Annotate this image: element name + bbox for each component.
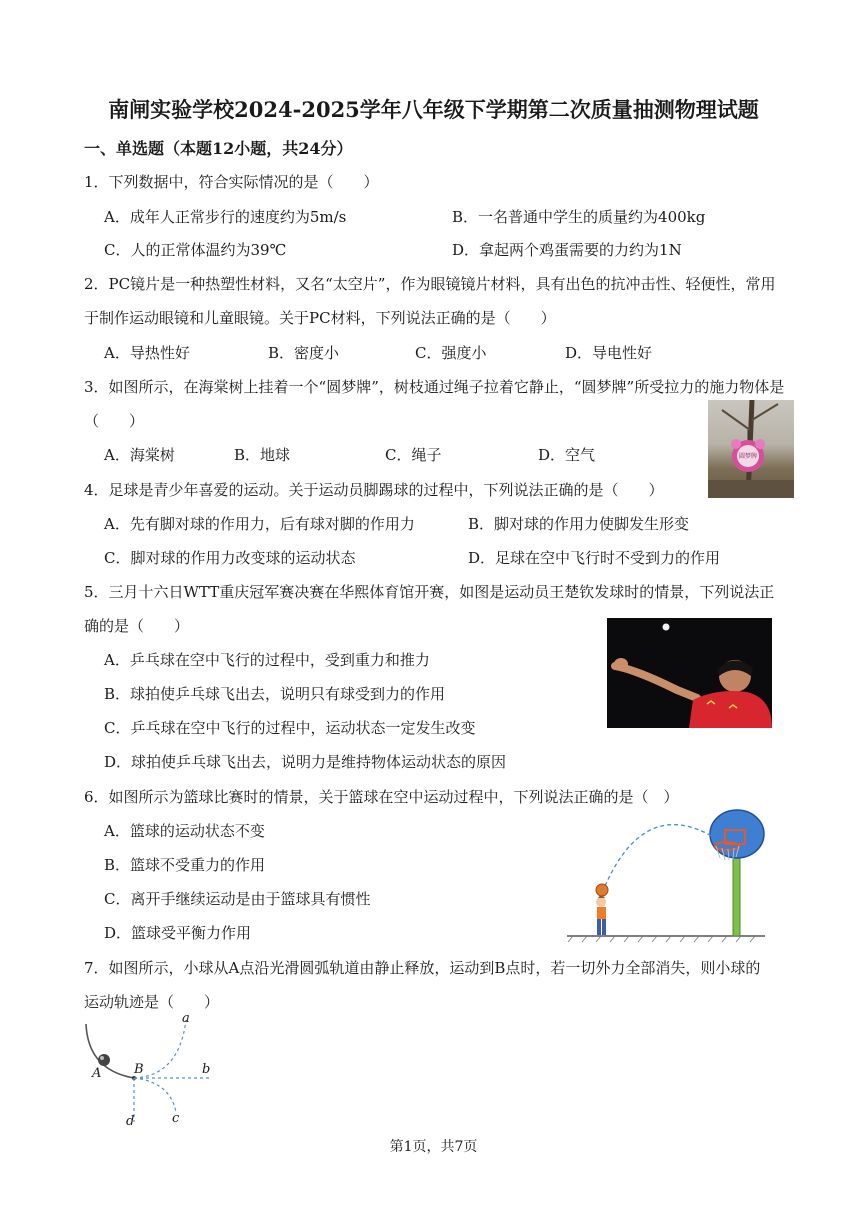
table-tennis-drawing <box>607 618 772 728</box>
q3-option-a: A．海棠树 <box>104 446 175 464</box>
q4-option-c: C．脚对球的作用力改变球的运动状态 <box>104 549 356 567</box>
q4-stem: 4．足球是青少年喜爱的运动。关于运动员脚踢球的过程中，下列说法正确的是（ ） <box>84 481 664 499</box>
q3-option-c: C．绳子 <box>385 446 442 464</box>
q4-option-a: A．先有脚对球的作用力，后有球对脚的作用力 <box>104 515 415 533</box>
q1-option-b: B．一名普通中学生的质量约为400kg <box>452 208 706 226</box>
q6-option-a: A．篮球的运动状态不变 <box>104 822 265 840</box>
label-c: c <box>172 1111 180 1126</box>
q5-stem-line2: 确的是（ ） <box>84 617 190 635</box>
q2-option-c: C．强度小 <box>415 344 487 362</box>
q6-stem: 6．如图所示为篮球比赛时的情景，关于篮球在空中运动过程中，下列说法正确的是（ ） <box>84 788 679 806</box>
q6-option-c: C．离开手继续运动是由于篮球具有惯性 <box>104 890 371 908</box>
q2-option-b: B．密度小 <box>268 344 340 362</box>
q2-stem-line2: 于制作运动眼镜和儿童眼镜。关于PC材料，下列说法正确的是（ ） <box>84 309 556 327</box>
q1-option-c: C．人的正常体温约为39℃ <box>104 241 287 259</box>
q6-option-b: B．篮球不受重力的作用 <box>104 856 266 874</box>
q3-stem-line1: 3．如图所示，在海棠树上挂着一个“圆梦牌”，树枝通过绳子拉着它静止，“圆梦牌”所受拉力的施力物体是 <box>84 378 785 396</box>
section-heading: 一、单选题（本题12小题，共24分） <box>84 139 353 158</box>
label-b: b <box>202 1062 211 1077</box>
pin-text: 圆梦牌 <box>739 453 758 460</box>
q1-option-d: D．拿起两个鸡蛋需要的力约为1N <box>452 241 682 259</box>
q2-option-d: D．导电性好 <box>565 344 653 362</box>
q6-option-d: D．篮球受平衡力作用 <box>104 924 252 942</box>
label-d: d <box>126 1114 135 1129</box>
q7-track-diagram <box>84 1010 224 1132</box>
q5-table-tennis-photo <box>607 618 772 728</box>
q2-stem-line1: 2．PC镜片是一种热塑性材料，又名“太空片”，作为眼镜镜片材料，具有出色的抗冲击性、轻便性，常用 <box>84 275 776 293</box>
label-point-a: A <box>92 1066 102 1081</box>
q1-stem: 1．下列数据中，符合实际情况的是（ ） <box>84 173 379 191</box>
q5-option-a: A．乒乓球在空中飞行的过程中，受到重力和推力 <box>104 651 430 669</box>
page-title: 南闸实验学校2024-2025学年八年级下学期第二次质量抽测物理试题 <box>108 97 759 122</box>
tree-photo-drawing <box>708 400 794 498</box>
page-footer: 第1页，共7页 <box>389 1139 478 1155</box>
q5-option-d: D．球拍使乒乓球飞出去，说明力是维持物体运动状态的原因 <box>104 753 507 771</box>
q4-option-d: D．足球在空中飞行时不受到力的作用 <box>468 549 721 567</box>
label-a: a <box>182 1011 190 1026</box>
q3-option-d: D．空气 <box>538 446 596 464</box>
q2-option-a: A．导热性好 <box>104 344 190 362</box>
label-point-b: B <box>134 1062 144 1077</box>
q5-option-b: B．球拍使乒乓球飞出去，说明只有球受到力的作用 <box>104 685 446 703</box>
q4-option-b: B．脚对球的作用力使脚发生形变 <box>468 515 690 533</box>
q3-option-b: B．地球 <box>234 446 291 464</box>
q5-stem-line1: 5．三月十六日WTT重庆冠军赛决赛在华熙体育馆开赛，如图是运动员王楚钦发球时的情景，下列说法正 <box>84 583 775 601</box>
basketball-drawing <box>565 806 770 944</box>
q3-tree-photo <box>708 400 794 498</box>
q6-basketball-diagram <box>565 806 770 944</box>
q3-stem-line2: （ ） <box>84 412 145 430</box>
q1-option-a: A．成年人正常步行的速度约为5m/s <box>104 208 347 226</box>
q7-stem-line2: 运动轨迹是（ ） <box>84 993 220 1011</box>
q5-option-c: C．乒乓球在空中飞行的过程中，运动状态一定发生改变 <box>104 719 476 737</box>
q7-stem-line1: 7．如图所示，小球从A点沿光滑圆弧轨道由静止释放，运动到B点时，若一切外力全部消失，则小球的 <box>84 959 761 977</box>
